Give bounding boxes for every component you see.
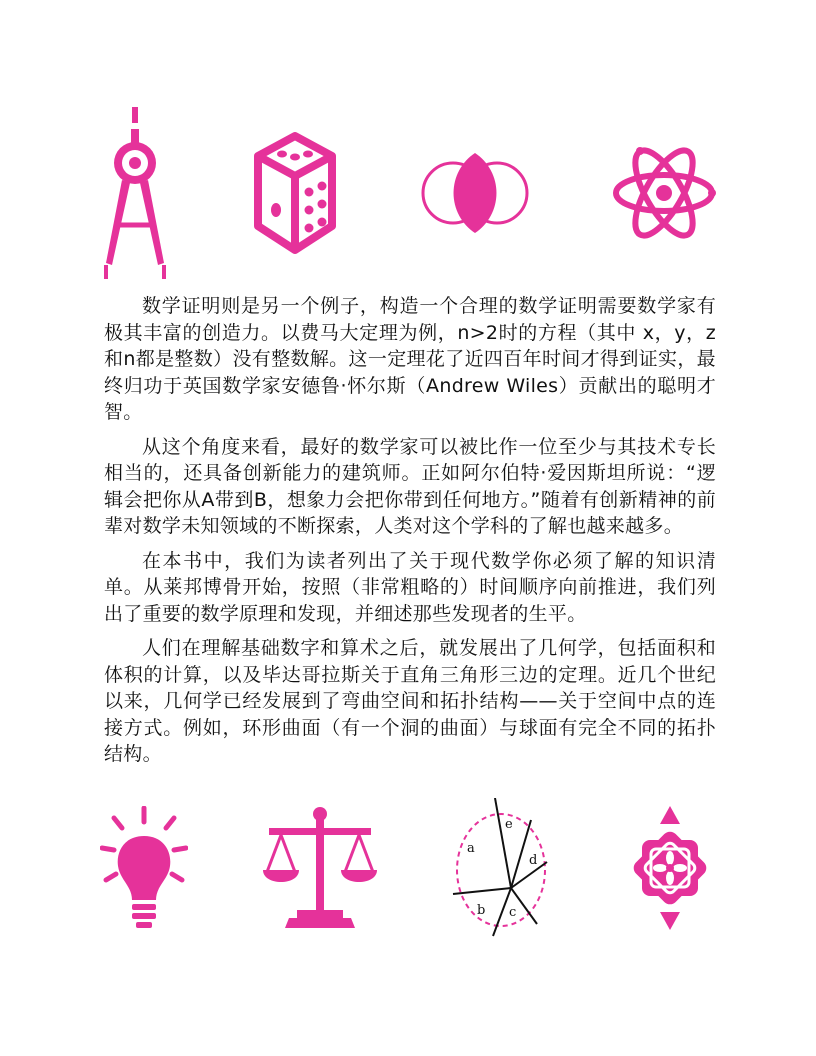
top-icon-row <box>100 105 716 280</box>
paragraph: 从这个角度来看，最好的数学家可以被比作一位至少与其技术专长相当的，还具备创新能力的建筑师。正如阿尔伯特·爱因斯坦所说：“逻辑会把你从A带到B，想象力会把你带到任何地方。”随着有创新精神的前辈对数学未知领域的不断探索，人类对这个学科的了解也越来越多。 <box>104 435 716 537</box>
label-c: c <box>509 905 517 920</box>
body-text <box>104 293 716 776</box>
circle-sector-diagram-icon <box>451 798 551 938</box>
dice-icon <box>252 130 338 256</box>
lightbulb-icon <box>100 806 188 930</box>
paragraph: 数学证明则是另一个例子，构造一个合理的数学证明需要数学家有极其丰富的创造力。以费马大定理为例，n>2时的方程（其中 x，y，z和n都是整数）没有整数解。这一定理花了近四百年时间才得到证实，最终归功于英国数学家安德鲁·怀尔斯（Andrew Wiles）贡献出的聪明才智。 <box>104 295 716 423</box>
label-a: a <box>467 841 476 856</box>
bottom-icon-row <box>100 798 716 938</box>
compass-icon <box>100 107 170 279</box>
paragraph: 人们在理解基础数字和算术之后，就发展出了几何学，包括面积和体积的计算，以及毕达哥拉斯关于直角三角形三边的定理。近几个世纪以来，几何学已经发展到了弯曲空间和拓扑结构——关于空间中点的连接方式。例如，环形曲面（有一个洞的曲面）与球面有完全不同的拓扑结构。 <box>104 637 716 765</box>
paragraph: 在本书中，我们为读者列出了关于现代数学你必须了解的知识清单。从莱邦博骨开始，按照（非常粗略的）时间顺序向前推进，我们列出了重要的数学原理和发现，并细述那些发现者的生平。 <box>104 549 716 625</box>
venn-diagram-icon <box>420 141 530 245</box>
label-d: d <box>529 853 538 868</box>
scales-icon <box>261 806 379 930</box>
geometric-pattern-icon <box>624 805 716 931</box>
atom-icon <box>612 137 716 249</box>
label-b: b <box>477 903 486 918</box>
label-e: e <box>505 817 514 832</box>
